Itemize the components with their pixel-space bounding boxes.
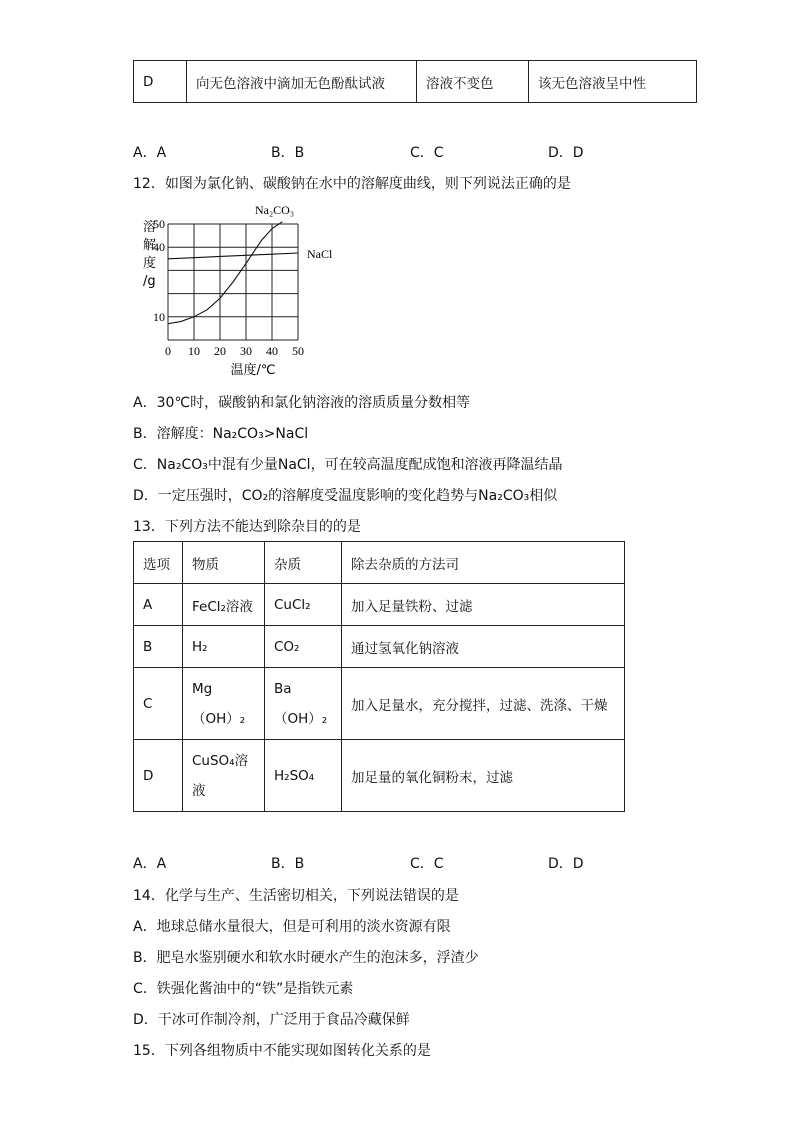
table-cell: [265, 668, 342, 740]
cell-line: （OH）₂: [274, 710, 328, 727]
option-b[interactable]: B．B: [271, 856, 305, 872]
y-tick-label: 50: [153, 217, 165, 231]
option-c[interactable]: C．C: [410, 856, 444, 872]
x-tick-label: 30: [240, 344, 252, 358]
cell-line: 液: [192, 782, 206, 799]
option-d[interactable]: D．D: [548, 145, 584, 161]
solubility-chart: [145, 198, 345, 378]
question-14-option-d[interactable]: D．干冰可作制冷剂，广泛用于食品冷藏保鲜: [133, 1012, 410, 1028]
table-cell: C: [134, 668, 183, 740]
table-cell: [183, 740, 265, 812]
table-cell: 加入足量铁粉、过滤: [342, 584, 625, 626]
series-line-na2co3: [168, 222, 282, 324]
table-header: 物质: [183, 542, 265, 584]
question-14-option-c[interactable]: C．铁强化酱油中的“铁”是指铁元素: [133, 981, 354, 997]
table-cell: 加入足量水，充分搅拌，过滤、洗涤、干燥: [342, 668, 625, 740]
question-14-option-a[interactable]: A．地球总储水量很大，但是可利用的淡水资源有限: [133, 919, 451, 935]
option-a[interactable]: A．A: [133, 145, 167, 161]
question-12-option-c[interactable]: C．Na₂CO₃中混有少量NaCl，可在较高温度配成饱和溶液再降温结晶: [133, 457, 563, 473]
y-axis-label-char: 解: [143, 238, 157, 253]
option-a[interactable]: A．A: [133, 856, 167, 872]
table-cell: CO₂: [265, 626, 342, 668]
table-row: [134, 626, 625, 668]
x-tick-label: 0: [165, 344, 171, 358]
table-row: [134, 584, 625, 626]
question-13-table: [133, 541, 625, 812]
top-answer-table: [133, 60, 697, 103]
series-line-nacl: [168, 253, 298, 259]
table-cell: H₂: [183, 626, 265, 668]
table-cell: A: [134, 584, 183, 626]
option-c[interactable]: C．C: [410, 145, 444, 161]
y-tick-label: 40: [153, 240, 165, 255]
table-cell: 加足量的氧化铜粉末，过滤: [342, 740, 625, 812]
question-12-option-d[interactable]: D．一定压强时，CO₂的溶解度受温度影响的变化趋势与Na₂CO₃相似: [133, 488, 558, 504]
option-b[interactable]: B．B: [271, 145, 305, 161]
question-14-option-b[interactable]: B．肥皂水鉴别硬水和软水时硬水产生的泡沫多，浮渣少: [133, 950, 479, 966]
cell-line: Ba: [274, 680, 292, 697]
x-axis-label: 温度/℃: [230, 363, 276, 378]
table-cell: D: [134, 61, 187, 103]
option-d[interactable]: D．D: [548, 856, 584, 872]
cell-line: CuSO₄溶: [192, 752, 249, 769]
table-cell: H₂SO₄: [265, 740, 342, 812]
table-row: [134, 740, 625, 812]
table-cell: B: [134, 626, 183, 668]
question-12-stem: 12．如图为氯化钠、碳酸钠在水中的溶解度曲线，则下列说法正确的是: [133, 176, 571, 192]
y-axis-label-char: 溶: [143, 220, 157, 235]
table-row: [134, 668, 625, 740]
table-cell: [183, 668, 265, 740]
question-12-option-a[interactable]: A．30℃时，碳酸钠和氯化钠溶液的溶质质量分数相等: [133, 395, 471, 411]
series-label-na2co3: Na₂CO₃: [255, 203, 295, 217]
x-tick-label: 10: [188, 344, 200, 358]
table-cell: 向无色溶液中滴加无色酚酞试液: [187, 61, 417, 103]
table-cell: CuCl₂: [265, 584, 342, 626]
x-tick-label: 20: [214, 344, 226, 358]
y-tick-label: 10: [153, 309, 165, 324]
table-header: 除去杂质的方法司: [342, 542, 625, 584]
y-axis-label-char: /g: [143, 274, 156, 289]
table-header-row: [134, 542, 625, 584]
series-label-nacl: NaCl: [307, 247, 333, 261]
question-13-stem: 13．下列方法不能达到除杂目的的是: [133, 519, 361, 535]
table-cell: 通过氢氧化钠溶液: [342, 626, 625, 668]
table-header: 杂质: [265, 542, 342, 584]
cell-line: Mg: [192, 680, 213, 697]
table-cell: 该无色溶液呈中性: [529, 61, 697, 103]
y-axis-label-char: 度: [143, 256, 157, 271]
question-15-stem: 15．下列各组物质中不能实现如图转化关系的是: [133, 1043, 431, 1059]
table-cell: FeCl₂溶液: [183, 584, 265, 626]
question-14-stem: 14．化学与生产、生活密切相关，下列说法错误的是: [133, 888, 459, 904]
table-row: [134, 61, 697, 103]
cell-line: （OH）₂: [192, 710, 246, 727]
x-tick-label: 50: [292, 344, 304, 358]
table-cell: 溶液不变色: [417, 61, 529, 103]
table-cell: D: [134, 740, 183, 812]
x-tick-label: 40: [266, 344, 278, 358]
question-12-option-b[interactable]: B．溶解度：Na₂CO₃>NaCl: [133, 426, 309, 442]
table-header: 选项: [134, 542, 183, 584]
